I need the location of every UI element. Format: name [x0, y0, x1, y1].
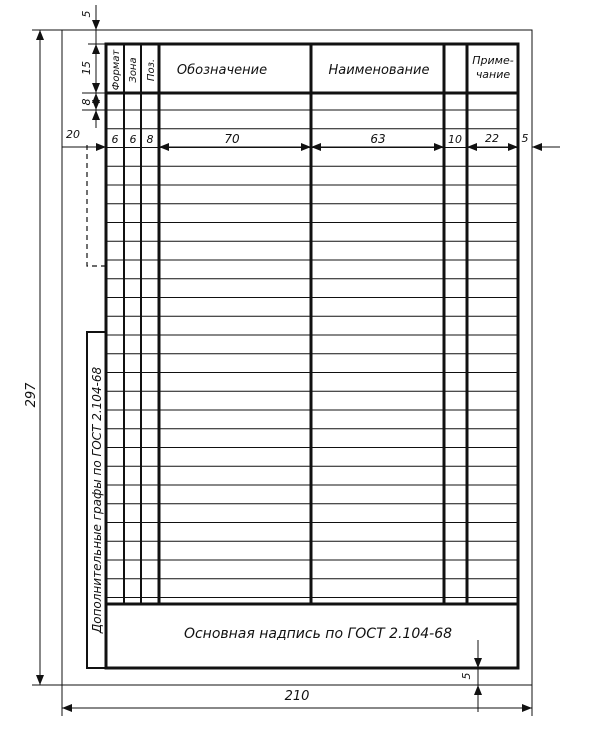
header-note-line1: Приме-: [472, 54, 514, 67]
dim-sheet-height: 297: [24, 382, 39, 408]
dim-right-margin: 5: [521, 132, 529, 145]
column-lines: [124, 44, 467, 604]
dim-col-zone: 6: [129, 133, 137, 146]
dim-bottom-margin: 5: [460, 672, 473, 680]
header-note-line2: чание: [475, 68, 511, 81]
header-format: Формат: [111, 49, 122, 91]
title-block-label: Основная надпись по ГОСТ 2.104-68: [183, 626, 453, 642]
sheet-height-dimension: [32, 30, 62, 685]
dim-row-height: 8: [80, 98, 93, 106]
dim-col-designation: 70: [224, 132, 240, 146]
dim-col-name: 63: [370, 132, 386, 146]
additional-columns-note: Дополнительные графы по ГОСТ 2.104-68: [90, 366, 104, 634]
header-pos: Поз.: [146, 58, 157, 82]
dim-col-format: 6: [111, 133, 119, 146]
dim-left-margin: 20: [66, 128, 80, 141]
bottom-margin-dimension: [470, 640, 518, 712]
header-zone: Зона: [128, 57, 139, 83]
additional-columns-dashed-outline: [87, 145, 106, 266]
header-designation: Обозначение: [176, 63, 268, 78]
dim-top-margin: 5: [80, 10, 93, 18]
sheet-border: [62, 30, 532, 685]
dim-col-qty: 10: [448, 133, 462, 146]
header-name: Наименование: [328, 63, 430, 78]
dim-col-pos: 8: [146, 133, 154, 146]
dim-col-note: 22: [485, 132, 499, 145]
dim-header-height: 15: [80, 61, 93, 75]
dim-sheet-width: 210: [284, 689, 310, 704]
